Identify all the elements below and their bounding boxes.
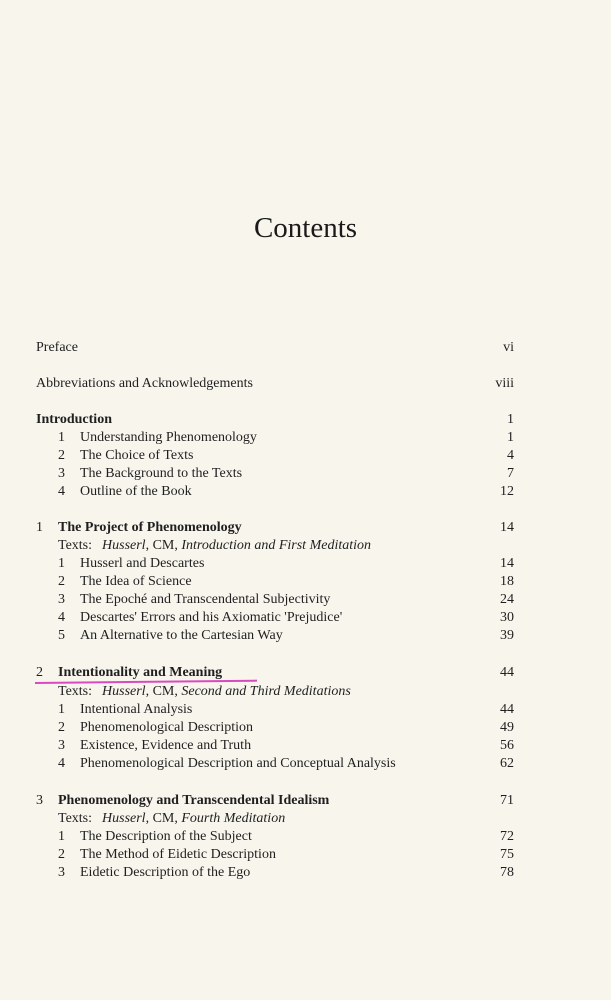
chapter-number: 2 — [36, 665, 43, 680]
entry-number: 1 — [58, 430, 65, 445]
entry-number: 2 — [58, 448, 65, 463]
toc-subentry — [36, 483, 514, 501]
entry-page: 30 — [500, 610, 514, 625]
toc-subentry — [36, 465, 514, 483]
texts-author: Husserl — [102, 811, 146, 826]
toc-subentry — [36, 447, 514, 465]
entry-label: Husserl and Descartes — [80, 556, 205, 571]
entry-label: Abbreviations and Acknowledgements — [36, 376, 253, 391]
texts-label: Texts: — [58, 811, 93, 826]
toc-subentry — [36, 609, 514, 627]
entry-page: 75 — [500, 847, 514, 862]
toc-subentry — [36, 755, 514, 773]
entry-page: 62 — [500, 756, 514, 771]
entry-page: 18 — [500, 574, 514, 589]
entry-page: 44 — [500, 702, 514, 717]
entry-label: Preface — [36, 340, 78, 355]
entry-number: 3 — [58, 865, 65, 880]
entry-number: 4 — [58, 756, 65, 771]
entry-page: vi — [503, 340, 514, 355]
chapter-title: Intentionality and Meaning — [58, 665, 223, 680]
entry-number: 2 — [58, 720, 65, 735]
toc-chapter-2 — [36, 664, 514, 682]
chapter-texts-line: Texts: Husserl, CM, Fourth Meditation — [58, 811, 286, 826]
texts-sections: Fourth Meditation — [181, 811, 286, 826]
entry-label: The Choice of Texts — [80, 448, 194, 463]
chapter-texts-line: Texts: Husserl, CM, Second and Third Meditations — [58, 684, 351, 699]
entry-label: An Alternative to the Cartesian Way — [80, 628, 283, 643]
entry-page: 49 — [500, 720, 514, 735]
entry-page: 7 — [507, 466, 514, 481]
toc-subentry — [36, 864, 514, 882]
chapter-page: 71 — [500, 793, 514, 808]
texts-author: Husserl — [102, 684, 146, 699]
entry-label: Outline of the Book — [80, 484, 192, 499]
toc-subentry — [36, 429, 514, 447]
entry-label: The Epoché and Transcendental Subjectivity — [80, 592, 331, 607]
toc-chapter-1 — [36, 519, 514, 537]
entry-label: Phenomenological Description and Conceptual Analysis — [80, 756, 396, 771]
toc-subentry — [36, 701, 514, 719]
chapter-number: 1 — [36, 520, 43, 535]
texts-work: CM, — [152, 811, 178, 826]
entry-label: Intentional Analysis — [80, 702, 193, 717]
entry-number: 3 — [58, 466, 65, 481]
toc-entry-preface — [36, 339, 514, 357]
texts-author: Husserl — [102, 538, 146, 553]
texts-work: CM, — [152, 538, 178, 553]
toc-subentry — [36, 828, 514, 846]
entry-label: Understanding Phenomenology — [80, 430, 257, 445]
texts-sections: Introduction and First Meditation — [181, 538, 372, 553]
entry-page: 4 — [507, 448, 514, 463]
entry-label: The Background to the Texts — [80, 466, 243, 481]
entry-number: 1 — [58, 556, 65, 571]
texts-label: Texts: — [58, 684, 93, 699]
entry-number: 3 — [58, 738, 65, 753]
entry-page: 56 — [500, 738, 514, 753]
entry-number: 5 — [58, 628, 65, 643]
toc-subentry — [36, 627, 514, 645]
toc-subentry — [36, 719, 514, 737]
toc-subentry — [36, 737, 514, 755]
entry-page: 78 — [500, 865, 514, 880]
toc-chapter-3 — [36, 792, 514, 810]
section-page: 1 — [507, 412, 514, 427]
entry-label: Phenomenological Description — [80, 720, 254, 735]
chapter-page: 44 — [500, 665, 514, 680]
toc-section-introduction — [36, 411, 514, 429]
page-title: Contents — [253, 212, 358, 244]
entry-page: 12 — [500, 484, 514, 499]
texts-label: Texts: — [58, 538, 93, 553]
entry-page: 24 — [500, 592, 514, 607]
entry-page: 39 — [500, 628, 514, 643]
toc-subentry — [36, 555, 514, 573]
chapter-title: The Project of Phenomenology — [58, 520, 242, 535]
chapter-texts-line: Texts: Husserl, CM, Introduction and First Meditation — [58, 538, 372, 553]
entry-number: 1 — [58, 829, 65, 844]
entry-number: 4 — [58, 484, 65, 499]
entry-label: The Idea of Science — [80, 574, 192, 589]
entry-label: Existence, Evidence and Truth — [80, 738, 252, 753]
entry-number: 2 — [58, 574, 65, 589]
entry-number: 3 — [58, 592, 65, 607]
texts-work: CM, — [152, 684, 178, 699]
toc-subentry — [36, 846, 514, 864]
chapter-number: 3 — [36, 793, 43, 808]
entry-label: Descartes' Errors and his Axiomatic 'Prejudice' — [80, 610, 343, 625]
chapter-page: 14 — [500, 520, 514, 535]
entry-page: 14 — [500, 556, 514, 571]
toc-subentry — [36, 591, 514, 609]
entry-label: The Method of Eidetic Description — [80, 847, 276, 862]
entry-page: 1 — [507, 430, 514, 445]
entry-label: The Description of the Subject — [80, 829, 252, 844]
toc-entry-abbreviations — [36, 375, 514, 393]
entry-page: viii — [495, 376, 514, 391]
entry-number: 1 — [58, 702, 65, 717]
chapter-title: Phenomenology and Transcendental Idealism — [58, 793, 330, 808]
entry-number: 2 — [58, 847, 65, 862]
section-title: Introduction — [36, 412, 112, 427]
toc-subentry — [36, 573, 514, 591]
texts-sections: Second and Third Meditations — [181, 684, 351, 699]
entry-page: 72 — [500, 829, 514, 844]
entry-number: 4 — [58, 610, 65, 625]
entry-label: Eidetic Description of the Ego — [80, 865, 251, 880]
